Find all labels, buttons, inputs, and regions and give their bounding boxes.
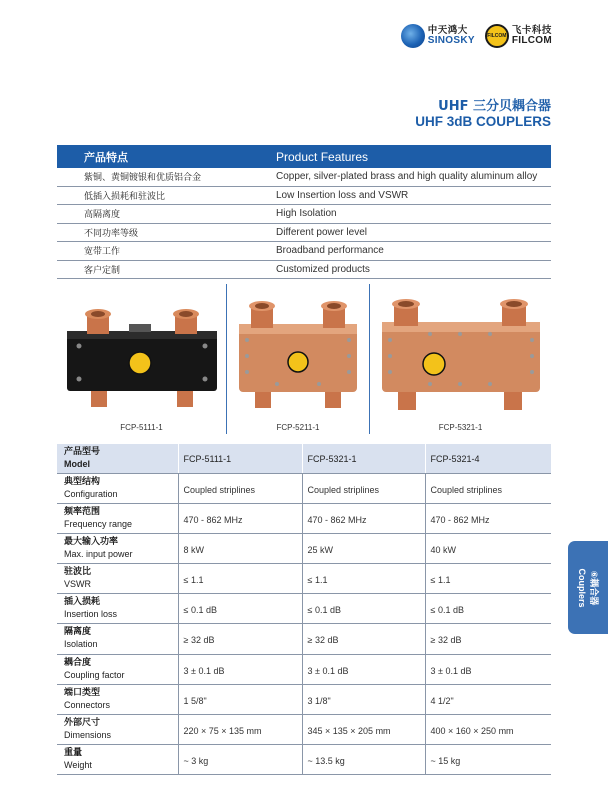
page-title-cn: UHF 三分贝耦合器 bbox=[438, 99, 551, 114]
feature-en: Broadband performance bbox=[276, 245, 384, 257]
spec-label: 外部尺寸 Dimensions bbox=[57, 715, 178, 745]
spec-value: 25 kW bbox=[302, 533, 425, 563]
spec-value: 220 × 75 × 135 mm bbox=[178, 715, 302, 745]
spec-value: Coupled striplines bbox=[178, 473, 302, 503]
features-header bbox=[57, 145, 551, 168]
side-tab-number: ⑥ bbox=[588, 570, 598, 579]
spec-value: 400 × 160 × 250 mm bbox=[425, 715, 551, 745]
spec-label: 重量 Weight bbox=[57, 745, 178, 775]
filcom-name-cn: 飞卡科技 bbox=[511, 24, 552, 36]
sinosky-logo bbox=[401, 24, 475, 48]
spec-value: 1 5/8" bbox=[178, 684, 302, 714]
product-photos bbox=[57, 284, 551, 434]
spec-row-vswr bbox=[57, 564, 551, 594]
spec-row-configuration bbox=[57, 473, 551, 503]
photo-caption: FCP-5211-1 bbox=[276, 423, 320, 432]
sinosky-name-en: SINOSKY bbox=[427, 35, 475, 47]
feature-cn: 客户定制 bbox=[84, 265, 121, 276]
spec-header-row bbox=[57, 444, 551, 473]
spec-label: 耦合度 Coupling factor bbox=[57, 654, 178, 684]
spec-row-weight bbox=[57, 745, 551, 775]
spec-value: ≤ 0.1 dB bbox=[302, 594, 425, 624]
coupler-copper-image bbox=[227, 284, 370, 424]
side-tab-en: Couplers bbox=[577, 568, 587, 608]
product-photo-fcp-5321-1 bbox=[370, 284, 551, 434]
feature-cn: 宽带工作 bbox=[84, 247, 121, 258]
spec-value: Coupled striplines bbox=[302, 473, 425, 503]
feature-row bbox=[57, 224, 551, 243]
spec-value: ~ 15 kg bbox=[425, 745, 551, 775]
spec-value: ≤ 1.1 bbox=[302, 564, 425, 594]
spec-value: ≥ 32 dB bbox=[425, 624, 551, 654]
section-side-tab[interactable] bbox=[568, 541, 608, 634]
feature-en: Copper, silver-plated brass and high quality aluminum alloy bbox=[276, 171, 538, 183]
spec-value: 470 - 862 MHz bbox=[425, 503, 551, 533]
spec-value: 3 ± 0.1 dB bbox=[425, 654, 551, 684]
spec-value: 3 ± 0.1 dB bbox=[178, 654, 302, 684]
header-logos bbox=[401, 24, 552, 48]
filcom-name-en: FILCOM bbox=[511, 35, 552, 47]
spec-value: ≥ 32 dB bbox=[178, 624, 302, 654]
feature-en: Customized products bbox=[276, 263, 370, 275]
spec-value: ≤ 1.1 bbox=[178, 564, 302, 594]
feature-cn: 紫铜、黄铜镀银和优质铝合金 bbox=[84, 173, 202, 184]
model-name: FCP-5111-1 bbox=[178, 444, 302, 473]
spec-value: ≤ 0.1 dB bbox=[425, 594, 551, 624]
spec-value: 40 kW bbox=[425, 533, 551, 563]
spec-value: 345 × 135 × 205 mm bbox=[302, 715, 425, 745]
coupler-copper-large-image bbox=[370, 284, 551, 424]
spec-row-connectors bbox=[57, 684, 551, 714]
feature-en: High Isolation bbox=[276, 208, 337, 220]
spec-label: 频率范围 Frequency range bbox=[57, 503, 178, 533]
spec-row-isolation bbox=[57, 624, 551, 654]
spec-value: 4 1/2" bbox=[425, 684, 551, 714]
feature-row bbox=[57, 242, 551, 261]
spec-value: 3 1/8" bbox=[302, 684, 425, 714]
feature-cn: 高隔离度 bbox=[84, 210, 121, 221]
features-header-cn: 产品特点 bbox=[84, 150, 128, 164]
filcom-logo bbox=[485, 24, 552, 48]
feature-row bbox=[57, 261, 551, 280]
spec-value: ~ 13.5 kg bbox=[302, 745, 425, 775]
spec-label: 驻波比 VSWR bbox=[57, 564, 178, 594]
spec-row-coupling bbox=[57, 654, 551, 684]
spec-value: ≥ 32 dB bbox=[302, 624, 425, 654]
sinosky-logo-icon bbox=[401, 24, 425, 48]
coupler-black-image bbox=[57, 284, 227, 424]
side-tab-cn: 耦合器 bbox=[588, 578, 598, 606]
side-tab-label bbox=[576, 568, 598, 607]
spec-row-frequency bbox=[57, 503, 551, 533]
product-photo-fcp-5211-1 bbox=[227, 284, 370, 434]
spec-row-power bbox=[57, 533, 551, 563]
spec-value: ≤ 1.1 bbox=[425, 564, 551, 594]
features-table bbox=[57, 145, 551, 279]
page-title-en: UHF 3dB COUPLERS bbox=[415, 114, 551, 129]
model-name: FCP-5321-1 bbox=[302, 444, 425, 473]
sinosky-name-cn: 中天鸿大 bbox=[427, 24, 468, 36]
spec-value: 470 - 862 MHz bbox=[178, 503, 302, 533]
spec-value: ≤ 0.1 dB bbox=[178, 594, 302, 624]
photo-caption: FCP-5111-1 bbox=[120, 423, 163, 432]
spec-label: 典型结构 Configuration bbox=[57, 473, 178, 503]
spec-row-insertion-loss bbox=[57, 594, 551, 624]
features-header-en: Product Features bbox=[276, 149, 369, 164]
spec-row-dimensions bbox=[57, 715, 551, 745]
spec-label: 隔离度 Isolation bbox=[57, 624, 178, 654]
spec-value: Coupled striplines bbox=[425, 473, 551, 503]
feature-cn: 低插入损耗和驻波比 bbox=[84, 191, 166, 202]
feature-en: Low Insertion loss and VSWR bbox=[276, 189, 409, 201]
feature-row bbox=[57, 187, 551, 206]
spec-value: 3 ± 0.1 dB bbox=[302, 654, 425, 684]
spec-label: 端口类型 Connectors bbox=[57, 684, 178, 714]
spec-value: 470 - 862 MHz bbox=[302, 503, 425, 533]
spec-value: 8 kW bbox=[178, 533, 302, 563]
feature-row bbox=[57, 205, 551, 224]
feature-row bbox=[57, 168, 551, 187]
filcom-logo-icon: FILCOM bbox=[485, 24, 509, 48]
spec-table bbox=[57, 444, 551, 775]
spec-header-label: 产品型号 Model bbox=[57, 444, 178, 473]
spec-value: ~ 3 kg bbox=[178, 745, 302, 775]
photo-caption: FCP-5321-1 bbox=[438, 423, 483, 432]
spec-label: 插入损耗 Insertion loss bbox=[57, 594, 178, 624]
feature-en: Different power level bbox=[276, 226, 367, 238]
product-photo-fcp-5111-1 bbox=[57, 284, 227, 434]
model-name: FCP-5321-4 bbox=[425, 444, 551, 473]
spec-label: 最大输入功率 Max. input power bbox=[57, 533, 178, 563]
feature-cn: 不同功率等级 bbox=[84, 228, 139, 239]
